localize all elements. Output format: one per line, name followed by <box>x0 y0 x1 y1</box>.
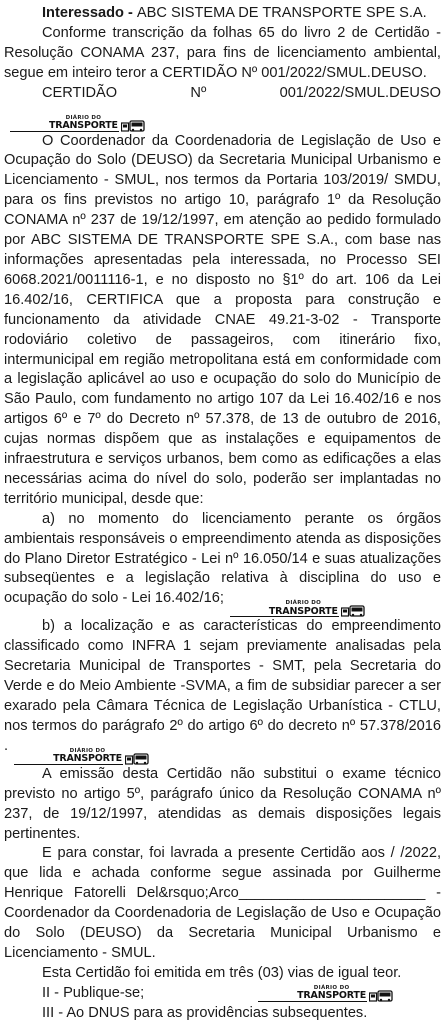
document-column <box>4 4 441 1024</box>
bus-icon <box>341 605 365 617</box>
diario-transporte-stamp <box>14 749 149 765</box>
item-b-text: b) a localização e as características do empreendimento classificado como INFRA 1 sejam previamente analisadas pela Secretaria Municipal de Transportes - SMT, pela Secretaria do Verde e do Meio Ambiente -SVMA, a fim de subsidiar parecer a ser exarado pela Câmara Técnica de Legislação Urbanística - CTLU, nos termos do parágrafo 2º do artigo 6º do decreto nº 57.378/2016 . <box>4 618 441 754</box>
bus-icon <box>121 120 145 132</box>
interessado-label: Interessado - <box>42 5 137 21</box>
item-a-text: a) no momento do licenciamento perante os órgãos ambientais responsáveis o empreendimento atenda as disposições do Plano Diretor Estratégico - Lei nº 16.050/14 e suas atualizações subseqüentes e a legislação relativa à disciplina do uso e ocupação do solo - Lei 16.402/16; <box>4 510 441 607</box>
publique-text: II - Publique-se; <box>42 984 145 1001</box>
vias-paragraph: Esta Certidão foi emitida em três (03) vias de igual teor. <box>42 964 402 981</box>
diario-transporte-stamp <box>258 986 393 1002</box>
stamp-big-text: TRANSPORTE <box>10 121 119 132</box>
diario-transporte-stamp <box>10 116 145 132</box>
item-a-paragraph <box>4 510 441 618</box>
stamp-small-text: DIÁRIO DO <box>285 600 322 607</box>
interessado-line <box>4 4 441 24</box>
interessado-value: ABC SISTEMA DE TRANSPORTE SPE S.A. <box>136 5 427 21</box>
certidao-title <box>4 84 441 132</box>
stamp-big-text: TRANSPORTE <box>14 754 123 765</box>
emissao-paragraph: A emissão desta Certidão não substitui o exame técnico previsto no artigo 5º, parágrafo único da Resolução CONAMA nº 237, de 19/12/1997, atendidas as demais disposições legais pertinentes. <box>4 765 441 842</box>
constar-paragraph: E para constar, foi lavrada a presente Certidão aos / /2022, que lida e achada conforme segue assinada por Guilherme Henrique Fatorelli Del&rsquo;Arco_______________________ - Coordenador da Coordenadoria de Legislação de Uso e Ocupação do Solo (DEUSO) da Secretaria Municipal Urbanismo e Licenciamento - SMUL. <box>4 845 441 961</box>
item-b-paragraph <box>4 617 441 764</box>
body-paragraph: O Coordenador da Coordenadoria de Legislação de Uso e Ocupação do Solo (DEUSO) da Secretaria Municipal Urbanismo e Licenciamento - SMUL, nos termos da Portaria 103/2019/ SMDU, para os fins previstos no artigo 10, parágrafo 1º da Resolução CONAMA nº 237 de 19/12/1997, em atenção ao pedido formulado por ABC SISTEMA DE TRANSPORTE SPE S.A., com base nas informações apresentadas pela interessada, no Processo SEI 6068.2021/0011116-1, e no disposto no §1º do art. 106 da Lei 16.402/16, CERTIFICA que a proposta para construção e funcionamento da atividade CNAE 49.21-3-02 - Transporte rodoviário coletivo de passageiros, com itinerário fixo, intermunicipal em região metropolitana está em conformidade com a legislação aplicável ao uso e ocupação do solo do Município de São Paulo, com fundamento no artigo 107 da Lei 16.402/16 e nos artigos 6º e 7º do Decreto nº 57.378, de 13 de outubro de 2016, cujas normas dispõem que as instalações e equipamentos de infraestrutura e serviços urbanos, bem como as edificações a elas necessárias acima do nível do solo, poderão ser implantadas no território municipal, desde que: <box>4 132 441 507</box>
stamp-small-text: DIÁRIO DO <box>313 984 350 991</box>
diario-transporte-stamp <box>230 601 365 617</box>
bus-icon <box>369 990 393 1002</box>
publique-paragraph <box>4 984 441 1004</box>
stamp-big-text: TRANSPORTE <box>230 607 339 618</box>
stamp-small-text: DIÁRIO DO <box>69 747 106 754</box>
stamp-big-text: TRANSPORTE <box>258 991 367 1002</box>
dnus-paragraph: III - Ao DNUS para as providências subsequentes. <box>42 1004 368 1021</box>
intro-paragraph: Conforme transcrição da folhas 65 do livro 2 de Certidão - Resolução CONAMA 237, para fins de licenciamento ambiental, segue em inteiro teror a CERTIDÃO Nº 001/2022/SMUL.DEUSO. <box>4 24 441 81</box>
bus-icon <box>125 753 149 765</box>
certidao-title-text: CERTIDÃO Nº 001/2022/SMUL.DEUSO <box>42 84 441 101</box>
stamp-small-text: DIÁRIO DO <box>65 114 102 121</box>
